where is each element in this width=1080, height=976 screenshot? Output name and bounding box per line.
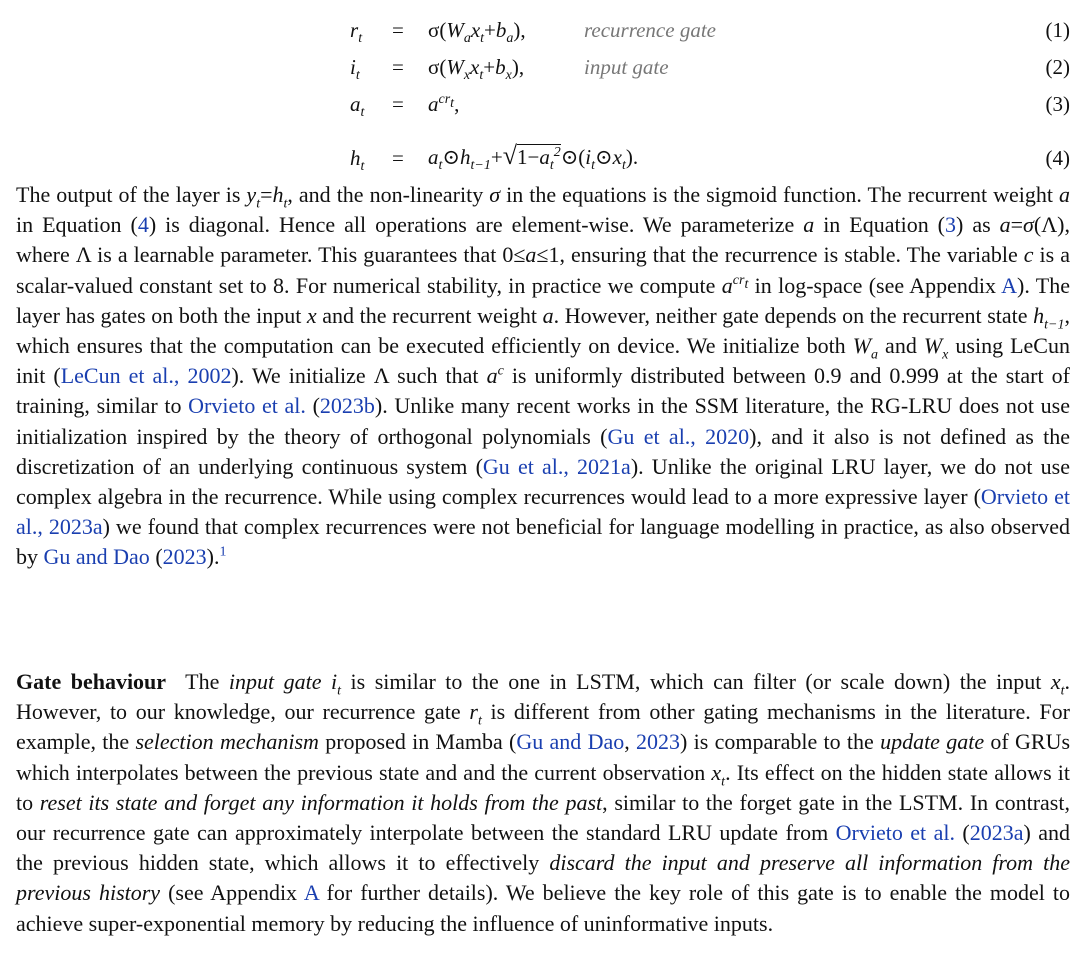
equation-lhs: $r_t$ <box>350 18 363 47</box>
citation-link[interactable]: Orvieto et al. <box>835 820 955 846</box>
equation-number: (2) <box>1045 55 1070 79</box>
citation-link[interactable]: Gu and Dao <box>516 729 625 755</box>
equation-block <box>0 12 1080 177</box>
section-heading: Gate behaviour <box>16 669 167 694</box>
equation-ref-link[interactable]: 4 <box>137 212 149 238</box>
equation-ref-link[interactable]: 3 <box>945 212 957 238</box>
equation-3 <box>0 86 1080 123</box>
equation-number: (3) <box>1045 92 1070 116</box>
equation-4 <box>0 123 1080 177</box>
equals-sign: = <box>392 18 404 42</box>
equation-rhs: $\sigma(W_xx_t+b_x)$, <box>428 55 525 84</box>
equals-sign: = <box>392 92 404 116</box>
footnote-link[interactable]: 1 <box>219 545 227 561</box>
citation-link[interactable]: LeCun et al., 2002 <box>60 363 232 389</box>
equation-number: (4) <box>1045 146 1070 170</box>
citation-link[interactable]: Gu et al., 2021a <box>482 453 631 479</box>
equation-note: recurrence gate <box>584 18 716 42</box>
citation-link[interactable]: Orvieto et al., 2023a <box>16 484 1070 540</box>
citation-link[interactable]: Orvieto et al. <box>188 393 306 419</box>
citation-link[interactable]: Gu and Dao <box>43 544 150 570</box>
equation-1 <box>0 12 1080 49</box>
appendix-link[interactable]: A <box>1001 272 1018 298</box>
citation-link[interactable]: 2023 <box>636 729 681 755</box>
paragraph-gate-behaviour: Gate behaviour The input gate $i_t$ is similar to the one in LSTM, which can filter (or scale down) the input $x_t$. However, to our knowledge, our recurrence gate $r_t$ is different from other gating mechanisms in the literature. For example, the selection mechanism proposed in Mamba (Gu and Dao, 2023) is comparable to the update gate of GRUs which interpolates between the previous state and and the current observation $x_t$. Its effect on the hidden state allows it to reset its state and forget any information it holds from the past, similar to the forget gate in the LSTM. In contrast, our recurrence gate can approximately interpolate between the standard LRU update from Orvieto et al. (2023a) and the previous hidden state, which allows it to effectively discard the input and preserve all information from the previous history (see Appendix A for further details). We believe the key role of this gate is to enable the model to achieve super-exponential memory by reducing the influence of uninformative inputs. <box>16 669 1071 936</box>
citation-link[interactable]: 2023b <box>319 393 375 419</box>
equation-rhs: $a_t⊙h_{t-1}+√1-a_t^2⊙(i_t⊙x_t)$. <box>428 141 639 174</box>
equation-rhs: $\sigma(W_ax_t+b_a)$, <box>428 18 526 47</box>
equals-sign: = <box>392 146 404 170</box>
citation-link[interactable]: 2023 <box>162 544 207 570</box>
citation-link[interactable]: Gu et al., 2020 <box>607 423 750 449</box>
appendix-link[interactable]: A <box>303 880 319 906</box>
equation-rhs: $a^{cr_t}$, <box>428 92 460 116</box>
equation-number: (1) <box>1045 18 1070 42</box>
equation-lhs: $h_t$ <box>350 146 365 175</box>
equals-sign: = <box>392 55 404 79</box>
equation-lhs: $i_t$ <box>350 55 360 84</box>
paragraph-body: The output of the layer is $y_t=h_t$, and the non-linearity σ in the equations is the sigmoid function. The recurrent weight a in Equation (4) is diagonal. Hence all operations are element-wise. We parameterize a in Equation (3) as a=σ(Λ), where Λ is a learnable parameter. This guarantees that 0≤a≤1, ensuring that the recurrence is stable. The variable c is a scalar-valued constant set to 8. For numerical stability, in practice we compute $a^{cr_t}$ in log-space (see Appendix A). The layer has gates on both the input x and the recurrent weight a. However, neither gate depends on the recurrent state $h_{t-1}$, which ensures that the computation can be executed efficiently on device. We initialize both $W_a$ and $W_x$ using LeCun init (LeCun et al., 2002). We initialize Λ such that $a^c$ is uniformly distributed between 0.9 and 0.999 at the start of training, similar to Orvieto et al. (2023b). Unlike many recent works in the SSM literature, the RG-LRU does not use initialization inspired by the theory of orthogonal polynomials (Gu et al., 2020), and it also is not defined as the discretization of an underlying continuous system (Gu et al., 2021a). Unlike the original LRU layer, we do not use complex algebra in the recurrence. While using complex recurrences would lead to a more expressive layer (Orvieto et al., 2023a) we found that complex recurrences were not beneficial for language modelling in practice, as also observed by Gu and Dao (2023).$^1$ <box>16 182 1071 570</box>
equation-lhs: $a_t$ <box>350 92 365 121</box>
equation-note: input gate <box>584 55 669 79</box>
equation-2 <box>0 49 1080 86</box>
citation-link[interactable]: 2023a <box>969 820 1024 846</box>
